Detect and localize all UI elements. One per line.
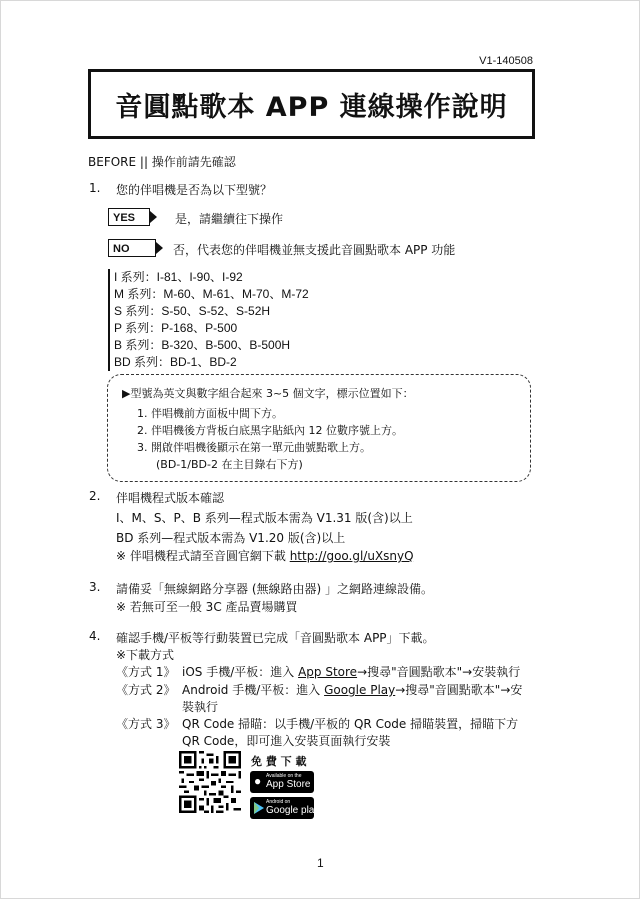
method1-text-b: →搜尋"音圓點歌本"→安裝執行 — [357, 665, 521, 679]
series-b: B 系列：B-320、B-500、B-500H — [114, 338, 291, 352]
method1-label: 《方式 1》 — [116, 665, 176, 679]
series-p: P 系列：P-168、P-500 — [114, 321, 238, 335]
no-arrow-icon — [156, 242, 163, 254]
page-number: 1 — [317, 856, 324, 870]
free-download-label: 免 費 下 載 — [251, 755, 307, 768]
firmware-download-text: ※ 伴唱機程式請至音圓官網下載 — [116, 549, 290, 563]
apple-icon: ● — [254, 774, 262, 788]
app-store-badge[interactable] — [250, 771, 314, 793]
section4-number: 4. — [89, 629, 101, 643]
series-bd: BD 系列：BD-1、BD-2 — [114, 355, 237, 369]
method1-text — [182, 663, 520, 680]
google-play-small: Android on — [266, 799, 291, 805]
section1-number: 1. — [89, 181, 101, 195]
firmware-download-link[interactable]: http://goo.gl/uXsnyQ — [289, 549, 414, 563]
section2-number: 2. — [89, 489, 101, 503]
series-s: S 系列：S-50、S-52、S-52H — [114, 304, 271, 318]
method2-label: 《方式 2》 — [116, 683, 176, 697]
google-play-link[interactable]: Google Play — [324, 683, 396, 697]
method3-text-a: QR Code 掃瞄：以手機/平板的 QR Code 掃瞄裝置，掃瞄下方 — [182, 717, 519, 731]
model-series-list — [108, 269, 309, 371]
note-item-3: 3. 開啟伴唱機後顯示在第一單元曲號點歌上方。 — [137, 441, 371, 454]
section3-number: 3. — [89, 580, 101, 594]
series-i: I 系列：I-81、I-90、I-92 — [114, 270, 243, 284]
qr-code-icon[interactable] — [179, 751, 241, 813]
google-play-big: Google play — [266, 805, 320, 816]
section4-line1: 確認手機/平板等行動裝置已完成「音圓點歌本 APP」下載。 — [116, 631, 435, 645]
yes-text: 是，請繼續往下操作 — [175, 212, 284, 226]
method2-text — [182, 681, 522, 698]
method3-text-b: QR Code，即可進入安裝頁面執行安裝 — [182, 734, 391, 748]
no-tag — [108, 239, 156, 257]
yes-arrow-icon — [150, 211, 157, 223]
section1-question: 您的伴唱機是否為以下型號？ — [116, 183, 273, 197]
version-label: V1-140508 — [479, 55, 533, 67]
before-heading: BEFORE || 操作前請先確認 — [88, 155, 236, 169]
app-store-link[interactable]: App Store — [298, 665, 358, 679]
method1-text-a: iOS 手機/平板：進入 — [182, 665, 299, 679]
app-store-small: Available on the — [266, 773, 302, 779]
note-item-1: 1. 伴唱機前方面板中間下方。 — [137, 407, 283, 420]
title-box — [88, 69, 535, 139]
yes-tag-label: YES — [113, 212, 136, 224]
section2-line2: BD 系列—程式版本需為 V1.20 版(含)以上 — [116, 531, 346, 545]
method2-text-a: Android 手機/平板：進入 — [182, 683, 325, 697]
method2-text-b: →搜尋"音圓點歌本"→安 — [395, 683, 523, 697]
note-sub: (BD-1/BD-2 在主目錄右下方) — [156, 458, 303, 471]
method3-label: 《方式 3》 — [116, 717, 176, 731]
app-store-big: App Store — [266, 779, 311, 790]
method2-text-c: 裝執行 — [182, 700, 219, 714]
yes-tag — [108, 208, 150, 226]
download-methods-heading: ※下載方式 — [116, 648, 175, 662]
section3-line2: ※ 若無可至一般 3C 產品賣場購買 — [116, 600, 298, 614]
section2-line1: I、M、S、P、B 系列—程式版本需為 V1.31 版(含)以上 — [116, 511, 413, 525]
page-title: 音圓點歌本 APP 連線操作說明 — [115, 91, 508, 123]
note-item-2: 2. 伴唱機後方背板白底黑字貼紙內 12 位數序號上方。 — [137, 424, 403, 437]
google-play-badge[interactable] — [250, 797, 320, 819]
note-heading: ▶型號為英文與數字組合起來 3~5 個文字，標示位置如下： — [122, 387, 414, 400]
play-triangle-icon — [254, 802, 264, 814]
no-text: 否，代表您的伴唱機並無支援此音圓點歌本 APP 功能 — [173, 243, 456, 257]
series-m: M 系列：M-60、M-61、M-70、M-72 — [114, 287, 309, 301]
section2-line3 — [116, 547, 414, 564]
section3-line1: 請備妥「無線網路分享器 (無線路由器) 」之網路連線設備。 — [116, 582, 433, 596]
no-tag-label: NO — [113, 243, 130, 255]
section2-heading: 伴唱機程式版本確認 — [116, 491, 225, 505]
